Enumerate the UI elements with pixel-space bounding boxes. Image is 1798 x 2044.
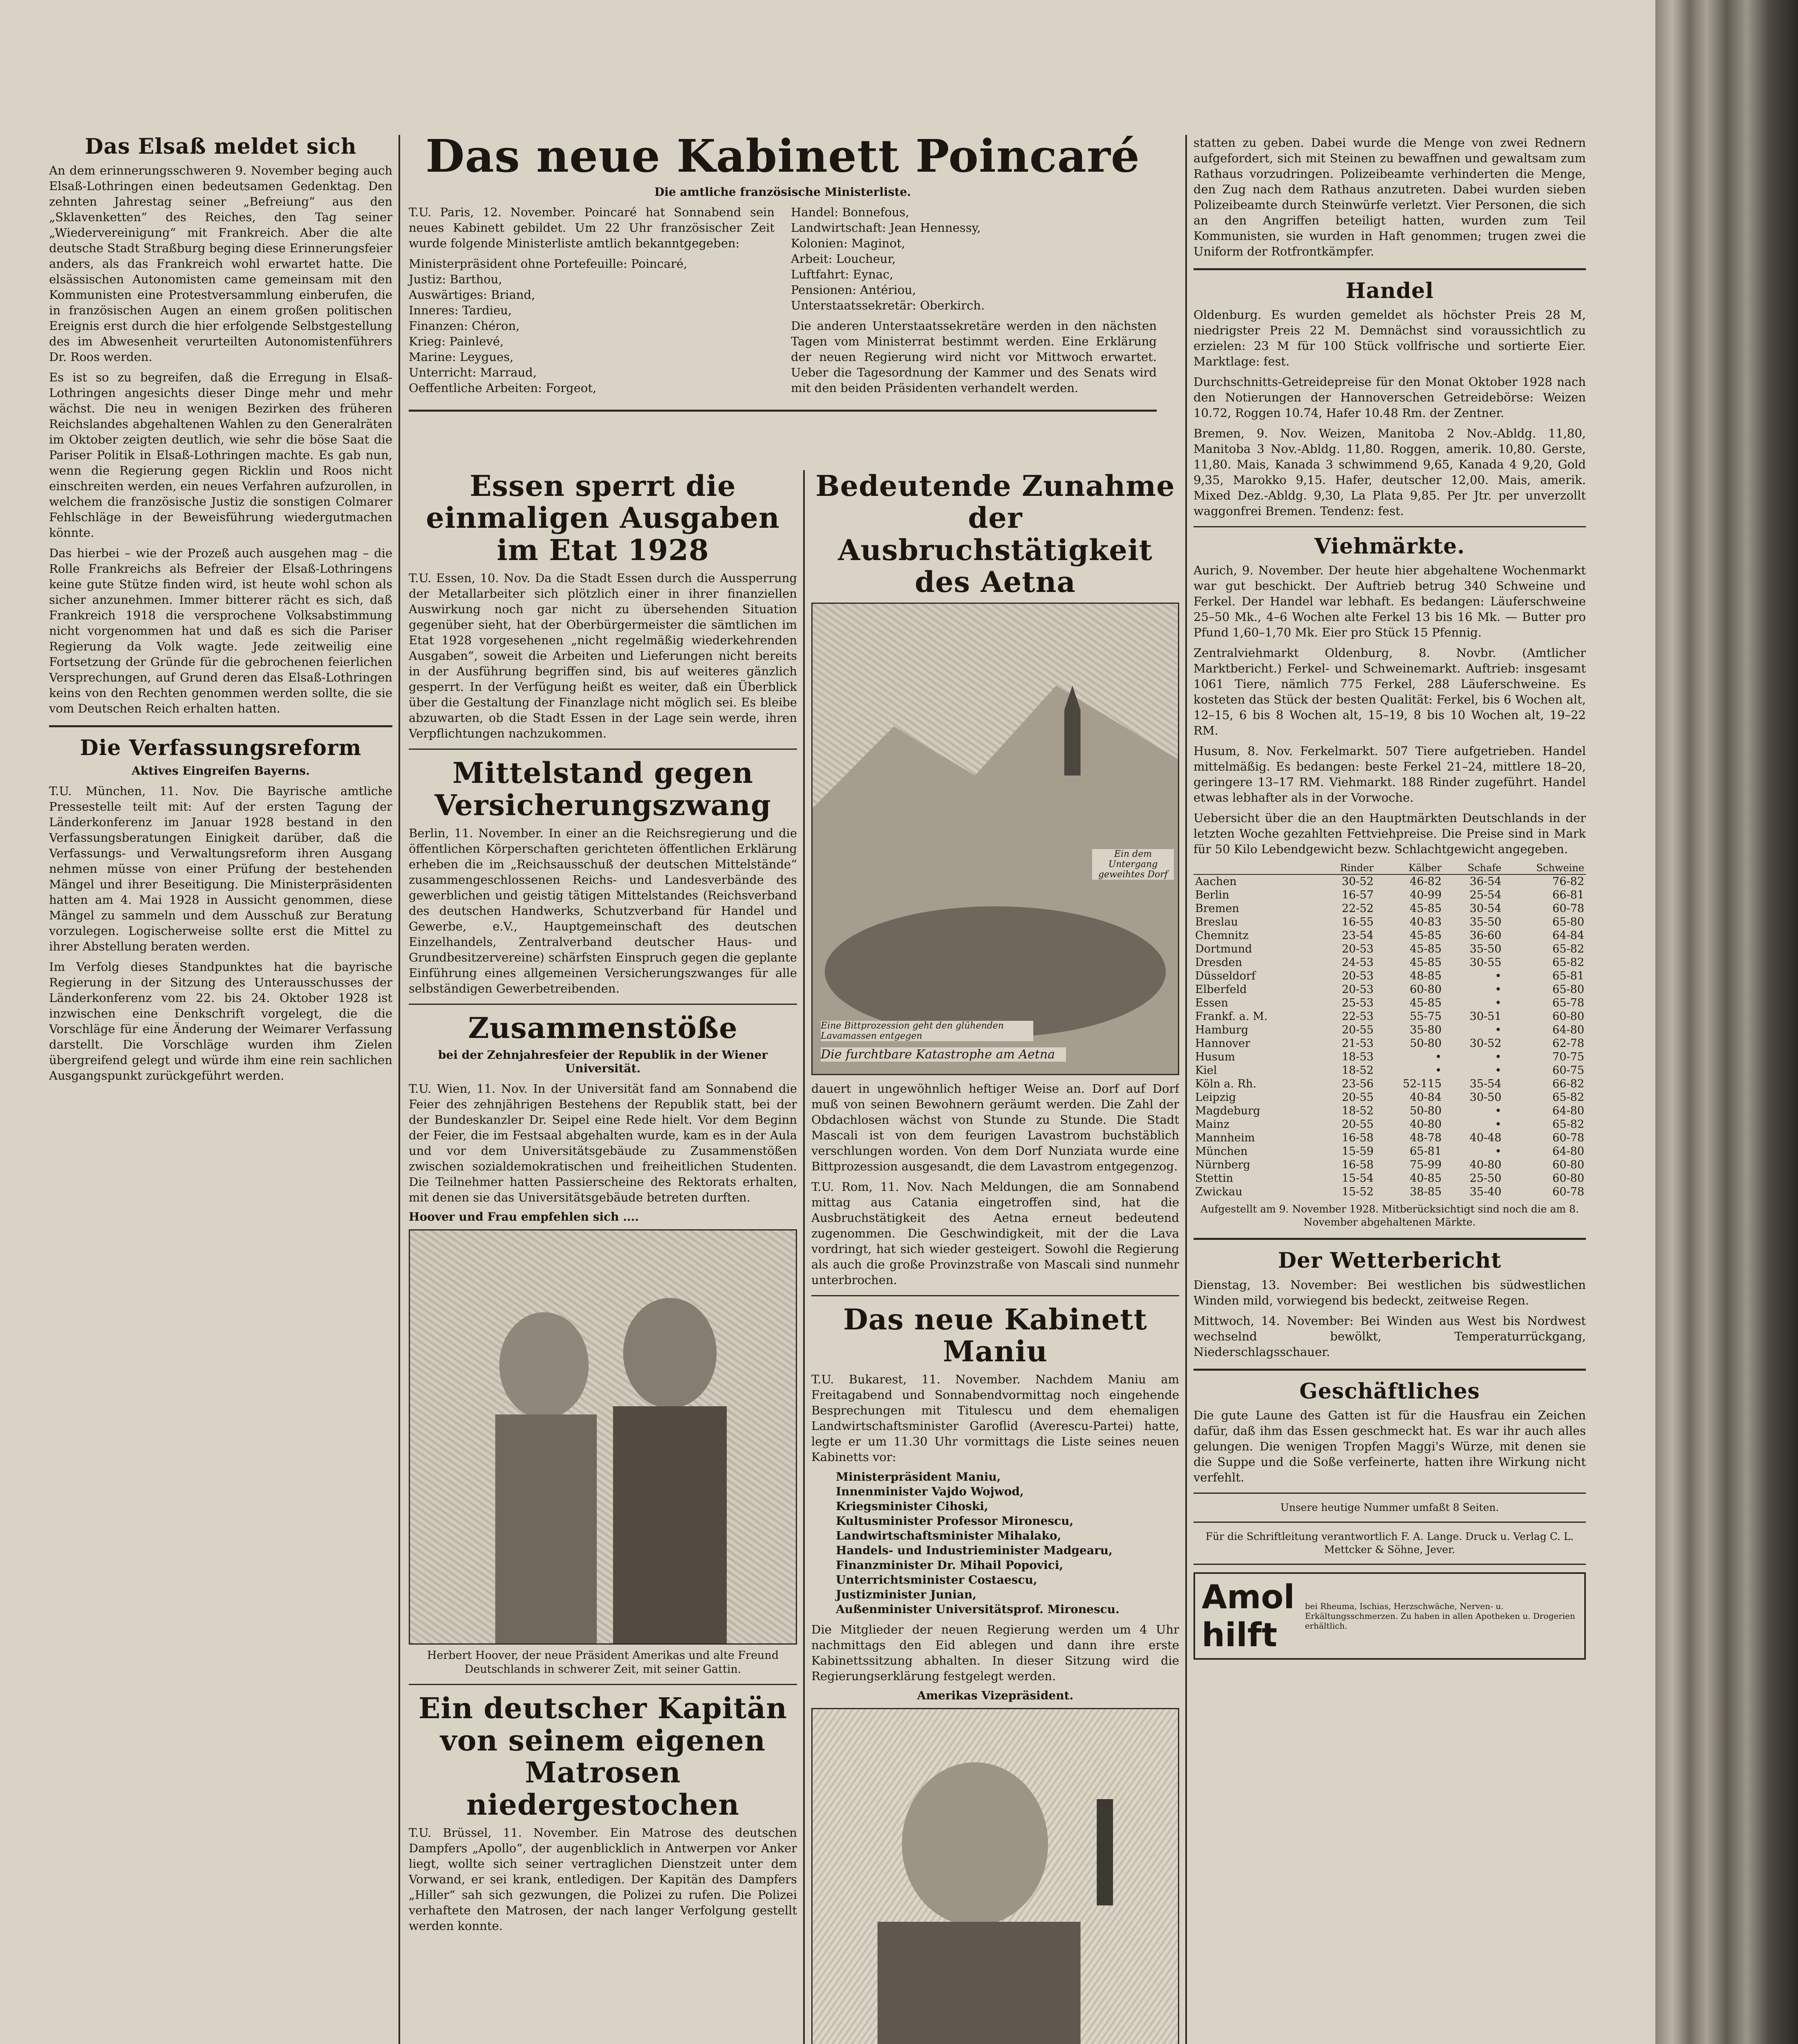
minister-line: Unterstaatssekretär: Oberkirch. <box>791 298 985 313</box>
table-cell: • <box>1495 1145 1502 1158</box>
table-cell: 50-80 <box>1410 1037 1442 1050</box>
subheadline: bei der Zehnjahresfeier der Republik in der Wiener Universität. <box>438 1048 768 1076</box>
table-cell: 60-80 <box>1552 1010 1584 1023</box>
table-cell: Magdeburg <box>1195 1105 1261 1118</box>
table-cell: 16-57 <box>1341 889 1374 902</box>
table-cell: 75-99 <box>1410 1159 1442 1172</box>
minister-line: Innenminister Vajdo Wojwod, <box>836 1485 1024 1499</box>
article-text: T.U. Paris, 12. November. Poincaré hat Sonnabend sein neues Kabinett gebildet. Um 22 Uhr französischer Zeit wurde folgende Ministerliste amtlich bekanntgegeben: <box>409 205 775 251</box>
headline-viehmaerkte: Viehmärkte. <box>1314 534 1465 559</box>
table-cell: 65-82 <box>1552 1118 1584 1131</box>
table-cell: Kiel <box>1195 1064 1217 1077</box>
table-cell: 23-56 <box>1341 1078 1374 1091</box>
divider <box>409 410 1157 412</box>
table-cell: 40-80 <box>1410 1118 1442 1131</box>
issue-note: Unsere heutige Nummer umfaßt 8 Seiten. <box>1280 1501 1499 1513</box>
table-cell: Husum <box>1195 1051 1235 1064</box>
table-cell: 15-52 <box>1341 1186 1374 1199</box>
table-cell: Aachen <box>1195 875 1237 888</box>
ad-text: bei Rheuma, Ischias, Herzschwäche, Nerven- u. Erkältungsschmerzen. Zu haben in allen Apotheken u. Drogerien erhältlich. <box>1305 1601 1575 1631</box>
divider <box>1193 1522 1586 1523</box>
headline-poincare: Das neue Kabinett Poincaré <box>425 130 1140 182</box>
table-cell: 55-75 <box>1410 1010 1442 1023</box>
table-cell: 50-80 <box>1410 1105 1442 1118</box>
table-row <box>1193 902 1586 915</box>
article-text: Oldenburg. Es wurden gemeldet als höchster Preis 28 M, niedrigster Preis 22 M. Demnächst sind voraussichtlich zu erzielen: 23 M für 100 Stück vollfrische und sortierte Eier. Marktlage: fest. <box>1193 308 1586 369</box>
table-cell: Essen <box>1195 997 1228 1010</box>
headline-zusammenstoesse: Zusammenstöße <box>468 1011 738 1045</box>
table-row <box>1193 1104 1586 1118</box>
table-row <box>1193 1131 1586 1145</box>
table-cell: 22-52 <box>1341 902 1374 915</box>
illustration-label: Ein dem Untergang geweihtes Dorf <box>1092 849 1174 880</box>
article-text: T.U. Rom, 11. Nov. Nach Meldungen, die am Sonnabend mittag aus Catania eingetroffen sind, hat die Ausbruchstätigkeit des Aetna erneut bedeutend zugenommen. Die Geschwindigkeit, mit der die Lava vordringt, hat sich wieder gesteigert. Sowohl die Regierung als auch die große Provinzstraße von Mascali sind nunmehr unterbrochen. <box>811 1179 1179 1287</box>
table-row <box>1193 983 1586 996</box>
table-cell: 22-53 <box>1341 1010 1374 1023</box>
headline-maniu: Das neue Kabinett Maniu <box>843 1302 1147 1368</box>
table-row <box>1193 969 1586 983</box>
table-cell: 35-80 <box>1410 1024 1442 1037</box>
table-cell: Dresden <box>1195 956 1243 969</box>
article-text: T.U. Bukarest, 11. November. Nachdem Maniu am Freitagabend und Sonnabendvormittag noch eingehende Besprechungen mit Titulescu und dem ehemaligen Landwirtschaftsminister Garoflid (Averescu-Partei) hatte, legte er um 11.30 Uhr vormittags die Liste seines neuen Kabinetts vor: <box>811 1372 1179 1464</box>
table-cell: 60-80 <box>1552 1172 1584 1185</box>
article-text: Aurich, 9. November. Der heute hier abgehaltene Wochenmarkt war gut beschickt. Der Auftrieb betrug 340 Schweine und Ferkel. Der Handel war lebhaft. Es bedangen: Läuferschweine 25–50 Mk., 4–6 Wochen alte Ferkel 13 bis 16 Mk. — Butter pro Pfund 1,60–1,70 Mk. Eier pro Stück 15 Pfennig. <box>1193 563 1586 640</box>
minister-line: Landwirtschaft: Jean Hennessy, <box>791 221 981 235</box>
table-cell: 18-52 <box>1341 1064 1374 1077</box>
table-cell: 38-85 <box>1410 1186 1442 1199</box>
table-cell: 20-53 <box>1341 943 1374 956</box>
table-row <box>1193 1185 1586 1199</box>
table-header-cell: Schweine <box>1503 862 1586 874</box>
illustration-label: Die furchtbare Katastrophe am Aetna <box>821 1047 1066 1062</box>
article-text: Husum, 8. Nov. Ferkelmarkt. 507 Tiere aufgetrieben. Handel mittelmäßig. Es bedangen: beste Ferkel 21–24, mittlere 18–20, geringere 13–17 RM. Viehmarkt. 188 Rinder zugeführt. Handel etwas lebhafter als in der Vorwoche. <box>1193 744 1586 805</box>
table-cell: • <box>1435 1064 1442 1077</box>
table-cell: • <box>1435 1051 1442 1064</box>
photo-caption: Herbert Hoover, der neue Präsident Amerikas und alte Freund Deutschlands in schwerer Zeit, mit seiner Gattin. <box>427 1649 779 1676</box>
table-cell: Elberfeld <box>1195 983 1247 996</box>
divider <box>1193 1369 1586 1371</box>
article-text: Die Mitglieder der neuen Regierung werden um 4 Uhr nachmittags den Eid ablegen und dann ihre erste Kabinettssitzung abhalten. In dieser Sitzung wird die Regierungserklärung festgelegt werden. <box>811 1623 1179 1683</box>
table-cell: 18-53 <box>1341 1051 1374 1064</box>
table-cell: • <box>1495 1024 1502 1037</box>
minister-line: Auswärtiges: Briand, <box>409 288 535 302</box>
minister-line: Krieg: Painlevé, <box>409 334 504 349</box>
minister-line: Justiz: Barthou, <box>409 272 502 287</box>
table-cell: 40-85 <box>1410 1172 1442 1185</box>
table-cell: • <box>1495 1118 1502 1131</box>
table-cell: Frankf. a. M. <box>1195 1010 1268 1023</box>
ad-headline: Amol hilft <box>1202 1578 1295 1654</box>
minister-line: Unterricht: Marraud, <box>409 365 537 380</box>
headline-verfassungsreform: Die Verfassungsreform <box>80 735 362 761</box>
table-header-cell: Rinder <box>1316 862 1375 874</box>
portrait-illustration-icon <box>410 1230 796 1643</box>
table-row <box>1193 874 1586 888</box>
table-cell: 52-115 <box>1402 1078 1442 1091</box>
table-cell: 16-58 <box>1341 1132 1374 1145</box>
table-cell: • <box>1495 997 1502 1010</box>
column-rule <box>803 470 805 2044</box>
table-cell: 64-80 <box>1552 1105 1584 1118</box>
table-cell: 25-54 <box>1469 889 1502 902</box>
table-cell: 35-50 <box>1469 943 1502 956</box>
table-row <box>1193 888 1586 902</box>
table-cell: 30-52 <box>1469 1037 1502 1050</box>
minister-line: Handels- und Industrieminister Madgearu, <box>836 1544 1113 1558</box>
table-cell: 64-84 <box>1552 929 1584 942</box>
article-text: T.U. Brüssel, 11. November. Ein Matrose des deutschen Dampfers „Apollo“, der augenblicklich in Antwerpen vor Anker liegt, wollte sich seiner vertraglichen Dienstzeit unter dem Vorwand, er sei krank, entledigen. Der Kapitän des Dampfers „Hiller“ sah sich gezwungen, die Polizei zu rufen. Die Polizei verhaftete den Matrosen, der nach langer Verfolgung gestellt werden konnte. <box>409 1825 797 1933</box>
table-cell: 36-54 <box>1469 875 1502 888</box>
divider <box>811 1295 1179 1296</box>
table-body <box>1193 874 1586 1199</box>
table-header-row <box>1193 862 1586 874</box>
table-cell: 20-53 <box>1341 970 1374 983</box>
table-cell: 65-78 <box>1552 997 1584 1010</box>
minister-line: Kolonien: Maginot, <box>791 236 905 251</box>
table-cell: Hamburg <box>1195 1024 1249 1037</box>
headline-handel: Handel <box>1346 278 1434 303</box>
minister-line: Ministerpräsident Maniu, <box>836 1470 1001 1484</box>
table-cell: 35-40 <box>1469 1186 1502 1199</box>
imprint: Für die Schriftleitung verantwortlich F. A. Lange. Druck u. Verlag C. L. Mettcker & Söhne, Jever. <box>1205 1530 1574 1555</box>
top-article <box>409 131 1157 421</box>
table-cell: • <box>1495 1064 1502 1077</box>
table-cell: 25-50 <box>1469 1172 1502 1185</box>
minister-line: Pensionen: Antériou, <box>791 283 916 297</box>
table-header-cell: Kälber <box>1375 862 1443 874</box>
minister-line: Handel: Bonnefous, <box>791 205 909 220</box>
table-cell: 60-80 <box>1410 983 1442 996</box>
divider <box>1193 1238 1586 1240</box>
table-row <box>1193 1023 1586 1037</box>
headline-essen: Essen sperrt die einmaligen Ausgaben im Etat 1928 <box>426 470 780 567</box>
table-cell: 45-85 <box>1410 929 1442 942</box>
table-cell: 20-55 <box>1341 1118 1374 1131</box>
table-cell: 40-80 <box>1469 1159 1502 1172</box>
amol-advertisement <box>1193 1572 1586 1660</box>
article-text: Bremen, 9. Nov. Weizen, Manitoba 2 Nov.-Abldg. 11,80, Manitoba 3 Nov.-Abldg. 11,80. Roggen, amerik. 10,80. Gerste, 11,80. Mais, Kanada 3 schwimmend 9,65, Kanada 4 9,20, Gold 9,35, Marokko 9,15. Hafer, deutscher 12,00. Mais, amerik. Mixed Dez.-Abldg. 9,30, La Plata 9,85. Per Jtr. per unverzollt waggonfrei Bremen. Tendenz: fest. <box>1193 426 1586 518</box>
table-cell: • <box>1495 983 1502 996</box>
table-cell: 15-59 <box>1341 1145 1374 1158</box>
table-cell: 40-84 <box>1410 1091 1442 1104</box>
minister-line: Finanzen: Chéron, <box>409 319 520 333</box>
column-rule <box>1185 135 1187 2044</box>
divider <box>1193 1493 1586 1494</box>
table-cell: Zwickau <box>1195 1186 1243 1199</box>
table-cell: 18-52 <box>1341 1105 1374 1118</box>
table-row <box>1193 996 1586 1010</box>
photo-title: Amerikas Vizepräsident. <box>917 1689 1074 1703</box>
table-cell: 48-78 <box>1410 1132 1442 1145</box>
table-cell: 15-54 <box>1341 1172 1374 1185</box>
column-4 <box>1193 135 1586 1660</box>
table-cell: 35-50 <box>1469 916 1502 929</box>
table-cell: Chemnitz <box>1195 929 1249 942</box>
table-row <box>1193 1010 1586 1023</box>
table-cell: Köln a. Rh. <box>1195 1078 1256 1091</box>
headline-geschaeftliches: Geschäftliches <box>1299 1378 1480 1404</box>
table-cell: Düsseldorf <box>1195 970 1256 983</box>
minister-line: Arbeit: Loucheur, <box>791 252 896 266</box>
table-cell: Stettin <box>1195 1172 1234 1185</box>
table-cell: Berlin <box>1195 889 1229 902</box>
table-cell: Bremen <box>1195 902 1239 915</box>
table-row <box>1193 956 1586 969</box>
table-cell: 60-78 <box>1552 1186 1584 1199</box>
table-cell: 64-80 <box>1552 1145 1584 1158</box>
table-cell: 20-55 <box>1341 1091 1374 1104</box>
headline-kapitaen: Ein deutscher Kapitän von seinem eigenen Matrosen niedergestochen <box>419 1691 787 1822</box>
table-header-cell: Schafe <box>1443 862 1503 874</box>
table-cell: 65-81 <box>1410 1145 1442 1158</box>
minister-line: Landwirtschaftsminister Mihalako, <box>836 1529 1061 1543</box>
table-row <box>1193 1158 1586 1172</box>
table-row <box>1193 1064 1586 1077</box>
minister-line: Ministerpräsident ohne Portefeuille: Poincaré, <box>409 257 687 271</box>
table-cell: 48-85 <box>1410 970 1442 983</box>
article-text: Die gute Laune des Gatten ist für die Hausfrau ein Zeichen dafür, daß ihm das Essen geschmeckt hat. Es war ihr auch alles gelungen. Die wenigen Tropfen Maggi's Würze, mit denen sie die Suppe und die Soße verfeinerte, hatten ihre Wirkung nicht verfehlt. <box>1193 1408 1586 1484</box>
article-text: T.U. Wien, 11. Nov. In der Universität fand am Sonnabend die Feier des zehnjährigen Bestehens der Republik statt, bei der der Bundeskanzler Dr. Seipel eine Rede hielt. Vor dem Beginn der Feier, die im Festsaal abgehalten wurde, kam es in der Aula und vor dem Universitätsgebäude zu Zusammenstößen zwischen sozialdemokratischen und freiheitlichen Studenten. Die Teilnehmer hatten Passierscheine des Rektorats erhalten, mit denen sie das Universitätsgebäude betreten durften. <box>409 1082 797 1205</box>
volcano-illustration-icon <box>813 604 1178 1074</box>
minister-line: Außenminister Universitätsprof. Mironescu. <box>836 1602 1120 1616</box>
table-cell: Leipzig <box>1195 1091 1236 1104</box>
subheadline: Die amtliche französische Ministerliste. <box>654 185 911 199</box>
article-text: statten zu geben. Dabei wurde die Menge von zwei Rednern aufgefordert, sich mit Steinen zu bewaffnen und gewaltsam zum Rathaus vorzudringen. Polizeibeamte verhinderten die Menge, den Zug nach dem Rathaus anzutreten. Dabei wurden sieben Polizeibeamte durch Steinwürfe verletzt. Vier Personen, die sich an den Angriffen beteiligt hatten, wurden zum Teil Kommunisten, sie wurden in Haft genommen; trugen zwei die Uniform der Rotfrontkämpfer. <box>1193 136 1586 258</box>
table-cell: 21-53 <box>1341 1037 1374 1050</box>
table-cell: 25-53 <box>1341 997 1374 1010</box>
table-cell: 40-99 <box>1410 889 1442 902</box>
article-text: dauert in ungewöhnlich heftiger Weise an. Dorf auf Dorf muß von seinen Bewohnern geräumt werden. Die Zahl der Obdachlosen wächst von Stunde zu Stunde. Die Stadt Mascali ist von dem feurigen Lavastrom buchstäblich verschlungen worden. Von dem Dorf Nunziata wurde eine Bittprozession ausgesandt, die dem Lavastrom entgegenzog. <box>811 1081 1179 1173</box>
table-cell: • <box>1495 1105 1502 1118</box>
headline-aetna: Bedeutende Zunahme der Ausbruchstätigkeit des Aetna <box>815 470 1175 599</box>
table-cell: 60-80 <box>1552 1159 1584 1172</box>
table-cell: 65-80 <box>1552 916 1584 929</box>
table-cell: • <box>1495 1051 1502 1064</box>
table-cell: 23-54 <box>1341 929 1374 942</box>
table-cell: 45-85 <box>1410 956 1442 969</box>
article-text: Dienstag, 13. November: Bei westlichen bis südwestlichen Winden mild, vorwiegend bis bedeckt, zeitweise Regen. <box>1193 1278 1586 1307</box>
table-cell: 45-85 <box>1410 943 1442 956</box>
table-cell: 65-80 <box>1552 983 1584 996</box>
minister-line: Finanzminister Dr. Mihail Popovici, <box>836 1558 1064 1572</box>
curtis-portrait <box>811 1708 1179 2044</box>
table-cell: Mainz <box>1195 1118 1229 1131</box>
column-rule <box>399 135 400 2044</box>
table-cell: 30-54 <box>1469 902 1502 915</box>
divider <box>409 1004 797 1005</box>
table-row <box>1193 1172 1586 1185</box>
table-cell: • <box>1495 970 1502 983</box>
minister-line: Kultusminister Professor Mironescu, <box>836 1514 1074 1528</box>
portrait-illustration-icon <box>813 1709 1178 2044</box>
table-cell: 30-55 <box>1469 956 1502 969</box>
table-cell: 35-54 <box>1469 1078 1502 1091</box>
table-cell: Nürnberg <box>1195 1159 1250 1172</box>
subheadline: Aktives Eingreifen Bayerns. <box>132 764 310 778</box>
table-cell: 70-75 <box>1552 1051 1584 1064</box>
table-cell: 62-78 <box>1552 1037 1584 1050</box>
table-cell: Dortmund <box>1195 943 1252 956</box>
article-text: Berlin, 11. November. In einer an die Reichsregierung und die öffentlichen Körperschaften gerichteten öffentlichen Erklärung erheben die im „Reichsausschuß der deutschen Mittelstände“ zusammengeschlossenen Reichs- und Landesverbände des gewerblichen und geistig tätigen Mittelstandes (Reichsverband des deutschen Handwerks, Schutzverband für Handel und Gewerbe, e.V., Hauptgemeinschaft des deutschen Einzelhandels, Zentralverband deutscher Haus- und Grundbesitzervereine) schärfsten Einspruch gegen die geplante Einführung eines allgemeinen Versicherungszwanges für alle selbständigen Gewerbetreibenden. <box>409 826 797 995</box>
minister-line: Kriegsminister Cihoski, <box>836 1499 988 1513</box>
table-cell: 60-78 <box>1552 1132 1584 1145</box>
table-cell: 66-82 <box>1552 1078 1584 1091</box>
table-cell: 46-82 <box>1410 875 1442 888</box>
table-cell: 60-78 <box>1552 902 1584 915</box>
article-text: Die anderen Unterstaatssekretäre werden in den nächsten Tagen vom Ministerrat bestimmt werden. Eine Erklärung der neuen Regierung wird nicht vor Mittwoch erwartet. Ueber die Tagesordnung der Kammer und des Senats wird mit den beiden Präsidenten verhandelt werden. <box>791 319 1157 395</box>
minister-line: Oeffentliche Arbeiten: Forgeot, <box>409 381 597 395</box>
headline-elsass: Das Elsaß meldet sich <box>85 135 357 159</box>
minister-line: Inneres: Tardieu, <box>409 303 512 318</box>
table-row <box>1193 1145 1586 1158</box>
minister-line: Justizminister Junian, <box>836 1588 976 1602</box>
table-cell: 64-80 <box>1552 1024 1584 1037</box>
table-cell: 40-48 <box>1469 1132 1502 1145</box>
hoover-photo <box>409 1229 797 1645</box>
book-spine <box>1655 0 1798 2044</box>
article-text: Zentralviehmarkt Oldenburg, 8. Novbr. (Amtlicher Marktbericht.) Ferkel- und Schweinemarkt. Auftrieb: insgesamt 1061 Tiere, nämlich 775 Ferkel, 288 Läuferschweine. Es kosteten das Stück der besten Qualität: Ferkel, bis 6 Wochen alt, 12–15, 6 bis 8 Wochen alt, 15–19, 8 bis 10 Wochen alt, 19–22 RM. <box>1193 646 1586 738</box>
table-row <box>1193 915 1586 929</box>
divider <box>409 1684 797 1685</box>
table-cell: Mannheim <box>1195 1132 1255 1145</box>
table-cell: 16-55 <box>1341 916 1374 929</box>
article-text: T.U. Essen, 10. Nov. Da die Stadt Essen durch die Aussperrung der Metallarbeiter sich plötzlich einer in ihrer finanziellen Auswirkung noch gar nicht zu übersehenden Situation gegenüber sieht, hat der Oberbürgermeister die sämtlichen im Etat 1928 vorgesehenen „nicht regelmäßig wiederkehrenden Ausgaben“, soweit die Arbeiten und Lieferungen nicht bereits in der Ausführung begriffen sind, bis auf weiteres gänzlich gesperrt. In der Verfügung heißt es weiter, daß ein Überblick über die Gestaltung der Finanzlage nicht möglich sei. Es bleibe abzuwarten, ob die Stadt Essen in der Lage sein werde, ihren Verpflichtungen nachzukommen. <box>409 571 797 741</box>
headline-wetterbericht: Der Wetterbericht <box>1278 1248 1502 1273</box>
divider <box>1193 526 1586 527</box>
column-1 <box>49 135 392 1088</box>
table-cell: 30-52 <box>1341 875 1374 888</box>
photo-title: Hoover und Frau empfehlen sich .... <box>409 1210 639 1224</box>
table-row <box>1193 942 1586 956</box>
article-text: Im Verfolg dieses Standpunktes hat die bayrische Regierung in der Sitzung des Unterausschusses der Länderkonferenz vom 22. bis 24. Oktober 1928 ist inzwischen eine Denkschrift vorgelegt, die die Vorschläge für eine Änderung der Weimarer Verfassung darstellt. Die Vorschläge wurden ihm Zielen übergreifend gelegt und würde ihm eine rein sachlichen Ausgangspunkt zurückgeführt werden. <box>49 960 392 1083</box>
minister-line: Unterrichtsminister Costaescu, <box>836 1573 1037 1587</box>
table-cell: 20-53 <box>1341 983 1374 996</box>
article-text: Durchschnitts-Getreidepreise für den Monat Oktober 1928 nach den Notierungen der Hannoverschen Getreidebörse: Weizen 10.72, Roggen 10.74, Hafer 10.48 Rm. der Zentner. <box>1193 375 1586 420</box>
headline-mittelstand: Mittelstand gegen Versicherungszwang <box>434 756 771 822</box>
cattle-price-table <box>1193 862 1586 1199</box>
table-row <box>1193 1118 1586 1131</box>
table-cell: 30-50 <box>1469 1091 1502 1104</box>
divider <box>409 749 797 750</box>
illustration-label: Eine Bittprozession geht den glühenden Lavamassen entgegen <box>821 1021 1033 1041</box>
table-row <box>1193 929 1586 942</box>
article-text: Uebersicht über die an den Hauptmärkten Deutschlands in der letzten Woche gezahlten Fettviehpreise. Die Preise sind in Mark für 50 Kilo Lebendgewicht bezw. Schlachtgewicht angegeben. <box>1193 811 1586 856</box>
divider <box>1193 268 1586 270</box>
article-text: An dem erinnerungsschweren 9. November beging auch Elsaß-Lothringen einen bedeutsamen Gedenktag. Den zehnten Jahrestag seiner „Befreiung“ aus den „Sklavenketten“ des Reiches, den Tag seiner „Wiedervereinigung“ mit Frankreich. Aber die alte deutsche Stadt Straßburg beging diese Erinnerungsfeier anders, als das Frankreich wohl erwartet hatte. Die elsässischen Autonomisten came gemeinsam mit den Kommunisten eine Protestversammlung einberufen, die in französischen Augen an einem großen politischen Ereignis erst durch die hier erfolgende Selbstgestellung des im Abwesenheit verurteilten Autonomistenführers Dr. Roos werden. <box>49 164 392 364</box>
table-header-cell <box>1193 862 1316 874</box>
divider <box>49 725 392 727</box>
table-cell: 60-75 <box>1552 1064 1584 1077</box>
minister-line: Luftfahrt: Eynac, <box>791 267 893 282</box>
table-cell: 45-85 <box>1410 902 1442 915</box>
table-cell: 36-60 <box>1469 929 1502 942</box>
article-text: T.U. München, 11. Nov. Die Bayrische amtliche Pressestelle teilt mit: Auf der ersten Tagung der Länderkonferenz im Januar 1928 bestand in den Verfassungsberatungen Einigkeit darüber, daß die Verfassungs- und Verwaltungsreform ihren Ausgang nehmen müsse von einer Prüfung der bestehenden Mängel und ihrer Beseitigung. Die Ministerpräsidenten hatten am 4. Mai 1928 in Aussicht genommen, diese Mängel zu sammeln und dem Ausschuß zur Beratung vorzulegen. Logischerweise sollte erst die Mittel zu ihrer Abstellung beraten werden. <box>49 784 392 954</box>
table-cell: Hannover <box>1195 1037 1250 1050</box>
minister-line: Marine: Leygues, <box>409 350 514 364</box>
article-text: Es ist so zu begreifen, daß die Erregung in Elsaß-Lothringen angesichts dieser Dinge mehr und mehr wächst. Die neu in wenigen Bezirken des früheren Reichslandes abgehaltenen Wahlen zu den Generalräten im Oktober zeigten deutlich, wie sehr die böse Saat die Pariser Politik in Elsaß-Lothringen machte. Es gab nun, wenn die Regierung gegen Ricklin und Roos nicht einschreiten werden, ein neues Verfahren aufzurollen, in welchem die französische Justiz die sonstigen Colmarer Fehlschläge in der Beweisführung wiedergutmachen könnte. <box>49 370 392 540</box>
table-cell: Breslau <box>1195 916 1238 929</box>
aetna-illustration <box>811 603 1179 1075</box>
table-cell: 30-51 <box>1469 1010 1502 1023</box>
table-cell: 20-55 <box>1341 1024 1374 1037</box>
table-cell: 24-53 <box>1341 956 1374 969</box>
table-cell: 65-82 <box>1552 1091 1584 1104</box>
table-cell: München <box>1195 1145 1248 1158</box>
divider <box>1193 1564 1586 1565</box>
table-row <box>1193 1091 1586 1104</box>
table-cell: 65-81 <box>1552 970 1584 983</box>
table-cell: 16-58 <box>1341 1159 1374 1172</box>
article-text: Das hierbei – wie der Prozeß auch ausgehen mag – die Rolle Frankreichs als Befreier der Elsaß-Lothringens keine gute Stütze finden wird, ist heute wohl schon als sicher anzunehmen. Immer bitterer rächt es sich, daß Frankreich 1918 die versprochene Volksabstimmung nicht vorgenommen hat und daß es sich die Pariser Regierung da Volk wagte. Jede zeitweilig eine Fortsetzung der Gründe für die gebrochenen feierlichen Versprechungen, auf Grund deren das Elsaß-Lothringen keins von den Rechten genommen werden sollte, die sie vom Deutschen Reich erhalten hatten. <box>49 546 392 716</box>
table-cell: 45-85 <box>1410 997 1442 1010</box>
article-text: Mittwoch, 14. November: Bei Winden aus West bis Nordwest wechselnd bewölkt, Temperaturrückgang, Niederschlagsschauer. <box>1193 1313 1586 1359</box>
table-cell: 76-82 <box>1552 875 1584 888</box>
table-row <box>1193 1050 1586 1064</box>
table-cell: 65-82 <box>1552 943 1584 956</box>
column-2 <box>409 470 797 1939</box>
table-note: Aufgestellt am 9. November 1928. Mitberücksichtigt sind noch die am 8. November abgehaltenen Märkte. <box>1200 1203 1579 1228</box>
table-cell: 65-82 <box>1552 956 1584 969</box>
table-cell: 66-81 <box>1552 889 1584 902</box>
table-cell: 40-83 <box>1410 916 1442 929</box>
table-row <box>1193 1037 1586 1050</box>
table-row <box>1193 1077 1586 1091</box>
column-3 <box>811 470 1179 2044</box>
